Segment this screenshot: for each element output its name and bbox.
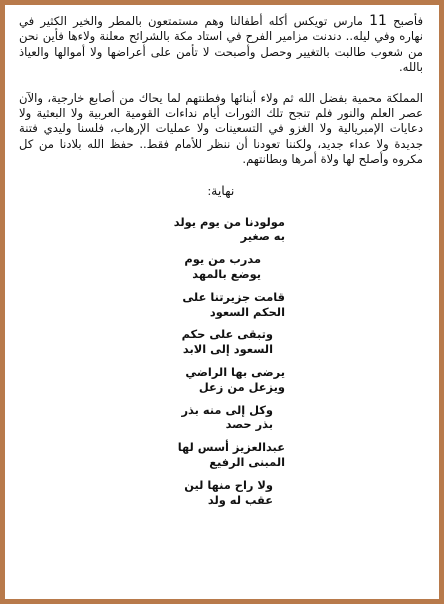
paragraph-1-number: 11	[369, 13, 387, 29]
paragraph-1-start: فأصبح	[386, 14, 423, 28]
poem-line: المبنى الرفيع	[209, 455, 285, 470]
article-frame	[5, 5, 439, 599]
ending-label: نهاية:	[207, 183, 235, 198]
poem-stanza-2	[19, 252, 261, 282]
poem-line: مدرب من يوم	[184, 252, 261, 267]
poem-line: عقب له ولد	[207, 492, 273, 507]
poem-line: مولودنا من يوم يولد	[173, 214, 285, 229]
paragraph-2: المملكة محمية بفضل الله ثم ولاء أبنائها وفطنتهم لما يحاك من أصابع خارجية، والآن عصر العلم والنور فلم تنجح تلك الثورات أيام نداءات القومية العربية ولا البعثية ولا دعايات الإمبريالية ولا الغزو في التسعينات ولا عمليات الإرهاب، فلسنا وليدي فتنة جديدة ولا عداء جديد، ولكننا تعودنا أن ننظر للأمام فقط.. حفظ الله بلادنا من كل مكروه وأصلح لها ولاة أمرها وبطانتهم.	[19, 90, 423, 167]
poem-line: قامت جزيرتنا على	[182, 289, 285, 304]
poem-line: وكل إلى منه بذر	[181, 402, 273, 417]
paragraph-gap	[19, 76, 423, 91]
poem	[19, 215, 423, 508]
poem-line: به صغير	[240, 229, 285, 244]
poem-line: يرضى بها الراضي	[185, 365, 285, 380]
poem-line: يوضع بالمهد	[192, 267, 261, 282]
poem-stanza-3	[19, 290, 285, 320]
poem-line: السعود إلى الابد	[182, 342, 273, 357]
poem-stanza-1	[19, 215, 285, 245]
article-content	[5, 5, 439, 507]
poem-stanza-6	[19, 403, 273, 433]
paragraph-1-rest: مارس تويكس أكله أطفالنا وهم مستمتعون بالمطر والخير الكثير في نهاره وفي ليله.. دندنت مزامير الفرح في استاد مكة بالشرائح معلنة ولاءها فأين نحن من شعوب طالبت بالتغيير وحصل وأصبحت لا تأمن على أعراضها ولا أموالها والعياذ بالله.	[19, 14, 423, 75]
poem-line: الحكم السعود	[209, 304, 285, 319]
poem-stanza-5	[19, 365, 285, 395]
poem-line: ولا راح منها لين	[184, 477, 273, 492]
poem-stanza-7	[19, 440, 285, 470]
poem-stanza-4	[19, 327, 273, 357]
paragraph-1	[19, 14, 423, 76]
poem-line: عبدالعزيز أسس لها	[177, 440, 285, 455]
poem-stanza-8	[19, 478, 273, 508]
poem-line: ويزعل من زعل	[198, 379, 285, 394]
poem-line: وتبقى على حكم	[181, 327, 273, 342]
poem-line: بذر حصد	[225, 417, 273, 432]
